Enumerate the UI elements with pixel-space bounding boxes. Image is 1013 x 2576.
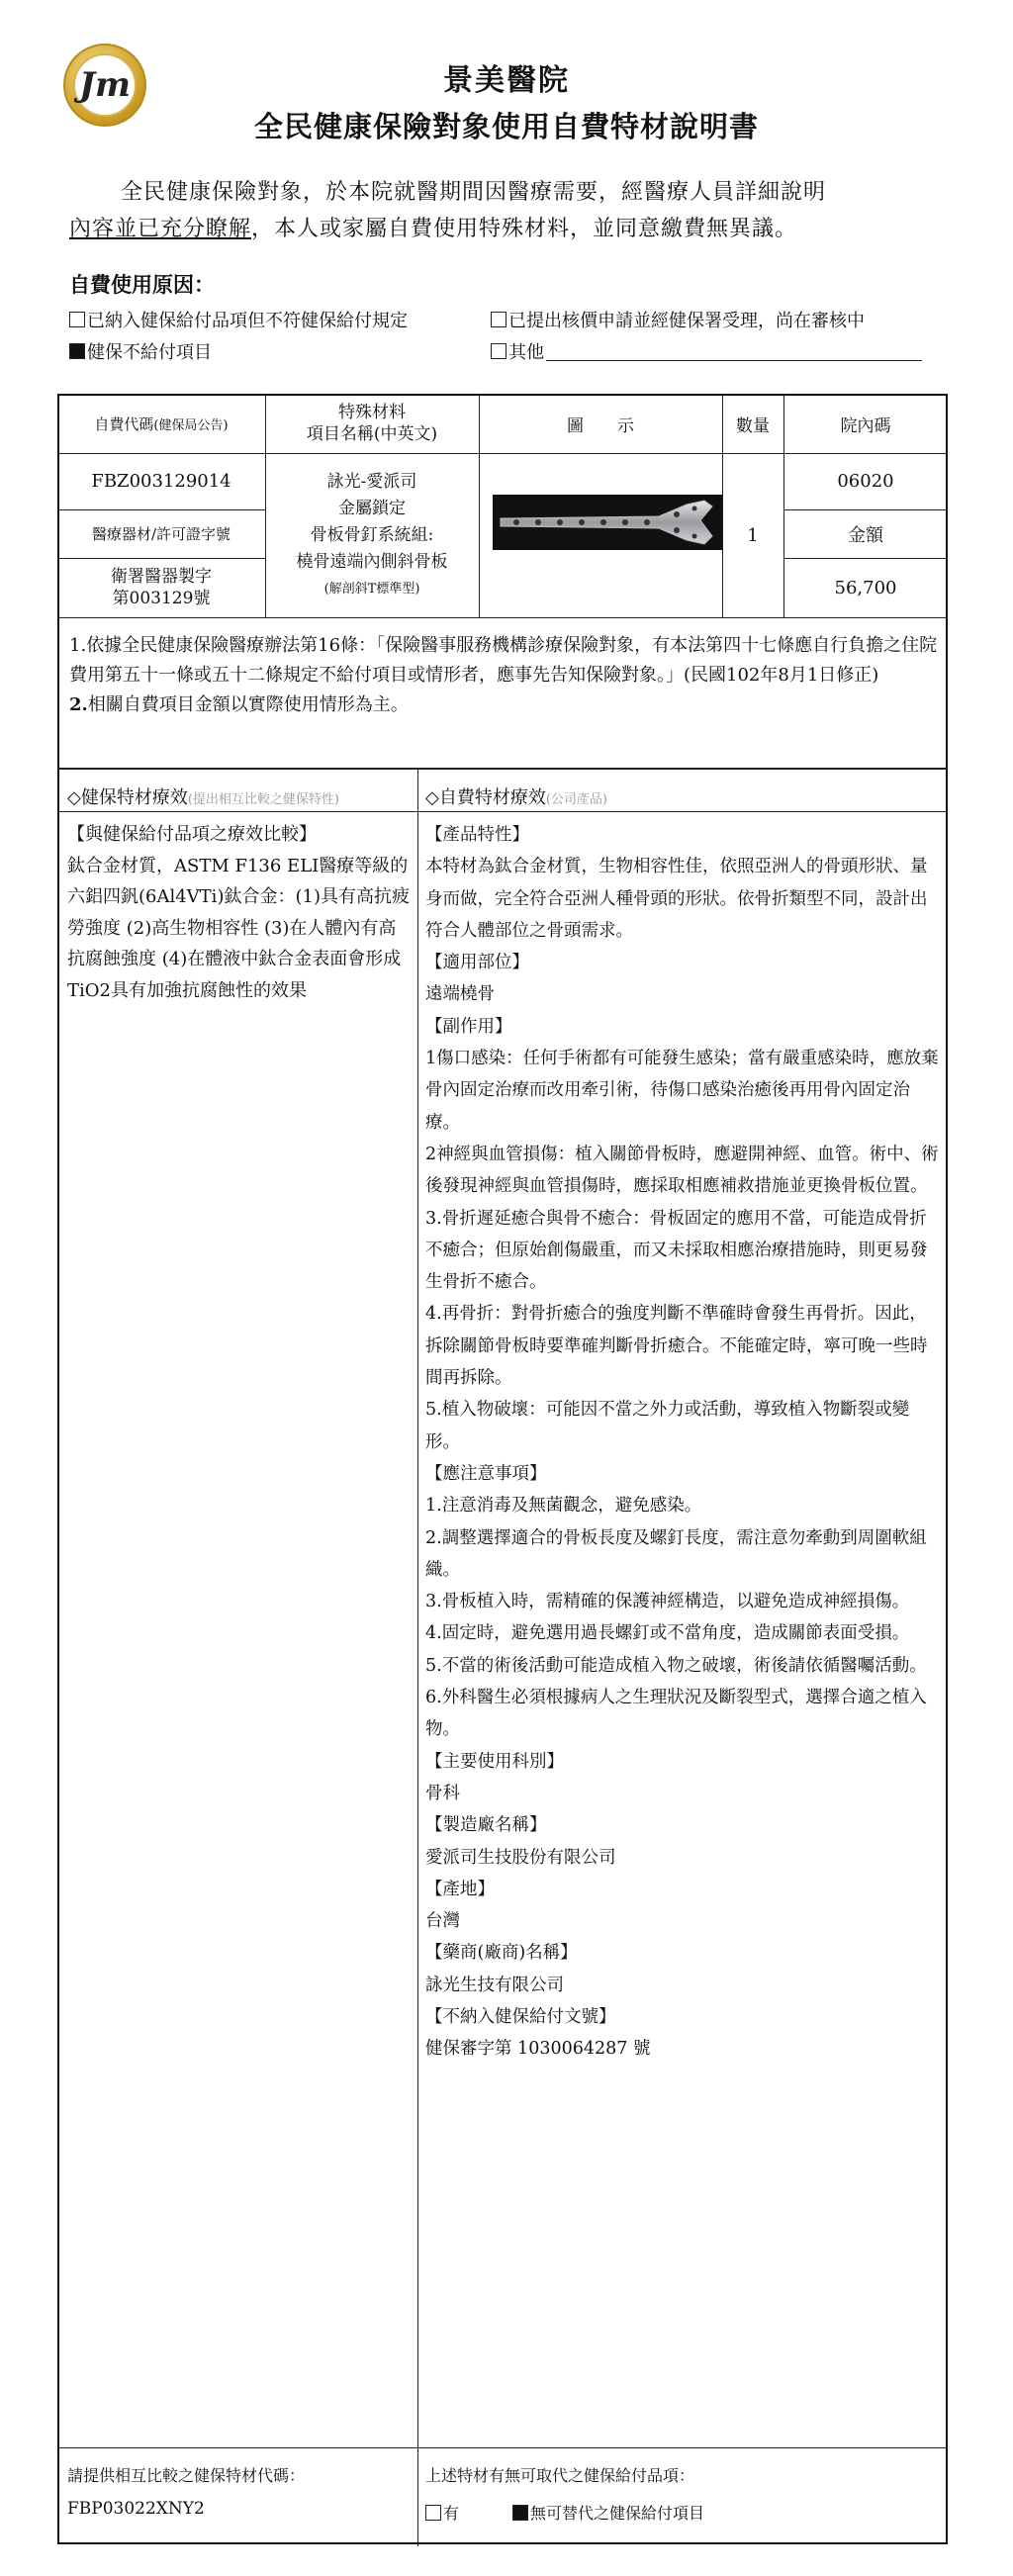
left-subheading: 【與健保給付品項之療效比較】 [67,824,317,845]
left-body: 鈦合金材質，ASTM F136 ELI醫療等級的六鋁四釩(6Al4VTi)鈦合金：(1)具有高抗疲勞強度 (2)高生物相容性 (3)在人體內有高抗腐蝕強度 (4)在體液中鈦合金表面會形成TiO2具有加強抗腐蝕性的效果 [67,855,410,1001]
nhi-efficacy-column [67,819,414,1006]
section-body: 台灣 [425,1911,460,1932]
document-title: 全民健康保險對象使用自費特材說明書 [253,110,759,143]
section-item: 1.注意消毒及無菌觀念，避免感染。 [425,1496,702,1517]
section-item: 3.骨折遲延癒合與骨不癒合：骨板固定的應用不當，可能造成骨折不癒合；但原始創傷嚴重，而又未採取相應治療措施時，則更易發生骨折不癒合。 [425,1208,928,1293]
note-2: 2.相關自費項目金額以實際使用情形為主。 [69,694,409,715]
license-label: 醫療器材/許可證字號 [91,525,231,543]
intro-underlined: 內容並已充分瞭解 [69,217,252,241]
internal-code-value: 06020 [837,471,894,492]
quantity-value: 1 [747,524,759,546]
section-body: 遠端橈骨 [425,984,495,1005]
reason-option-4[interactable]: 其他 [491,338,922,364]
divider [57,617,948,618]
checkbox[interactable] [69,312,85,327]
section-title: 【產地】 [425,1879,495,1899]
right-heading: ◇自費特材療效(公司產品) [425,787,607,808]
divider [57,811,948,812]
section-title: 【產品特性】 [425,825,529,845]
section-title: 【不納入健保給付文號】 [425,2006,616,2027]
section-body: 本特材為鈦合金材質，生物相容性佳，依照亞洲人的骨頭形狀、量身而做，完全符合亞洲人種骨頭的形狀。依骨折類型不同，設計出符合人體部位之骨頭需求。 [425,857,928,941]
divider [57,768,948,770]
notes [69,631,940,720]
section-item: 6.外科醫生必須根據病人之生理狀況及斷裂型式，選擇合適之植入物。 [425,1688,927,1740]
header-item-name: 特殊材料 項目名稱(中英文) [306,403,438,444]
amount-label: 金額 [848,524,883,546]
section-body: 詠光生技有限公司 [425,1975,564,1995]
header-quantity: 數量 [736,415,770,436]
replace-option-yes[interactable]: 有 [425,2501,459,2524]
section-body: 健保審字第 1030064287 號 [425,2039,651,2060]
compare-code-value: FBP03022XNY2 [67,2499,205,2519]
amount-value: 56,700 [834,577,897,598]
section-item: 4.固定時，避免選用過長螺釘或不當角度，造成關節表面受損。 [425,1623,910,1644]
section-body: 骨科 [425,1783,460,1803]
bone-plate-image [493,495,722,550]
checkbox-checked[interactable] [512,2505,528,2521]
section-title: 【應注意事項】 [425,1463,547,1484]
divider [57,2447,948,2448]
section-title: 【藥商(廠商)名稱】 [425,1943,578,1964]
section-item: 2神經與血管損傷：植入關節骨板時，應避開神經、血管。術中、術後發現神經與血管損傷時，應採取相應補救措施並更換骨板位置。 [425,1144,939,1197]
reason-option-1[interactable]: 已納入健保給付品項但不符健保給付規定 [69,307,408,332]
intro-statement [69,174,940,247]
section-title: 【製造廠名稱】 [425,1815,547,1836]
note-1: 1.依據全民健康保險醫療辦法第16條：「保險醫事服務機構診療保險對象，有本法第四十七條應自行負擔之住院費用第五十一條或五十二條規定不給付項目或情形者，應事先告知保險對象。」(民國102年8月1日修正) [69,635,938,686]
reason-option-2[interactable]: 已提出核價申請並經健保署受理，尚在審核中 [491,307,865,332]
intro-line2: ，本人或家屬自費使用特殊材料，並同意繳費無異議。 [251,217,798,241]
replaceable-label: 上述特材有無可取代之健保給付品項： [425,2466,695,2485]
section-title: 【副作用】 [425,1016,512,1037]
section-item: 5.不當的術後活動可能造成植入物之破壞，術後請依循醫囑活動。 [425,1655,927,1676]
section-body: 愛派司生技股份有限公司 [425,1847,616,1868]
self-pay-efficacy-column [425,819,940,2066]
section-item: 1傷口感染：任何手術都有可能發生感染；當有嚴重感染時，應放棄骨內固定治療而改用牽引術，待傷口感染治癒後再用骨內固定治療。 [425,1049,939,1133]
other-blank-line[interactable] [546,342,922,361]
replace-option-no[interactable]: 無可替代之健保給付項目 [512,2501,704,2524]
section-item: 2.調整選擇適合的骨板長度及螺釘長度，需注意勿牽動到周圍軟組織。 [425,1527,927,1580]
header-internal-code: 院內碼 [840,415,891,436]
section-item: 4.再骨折：對骨折癒合的強度判斷不準確時會發生再骨折。因此，拆除關節骨板時要準確判斷骨折癒合。不能確定時，寧可晚一些時間再拆除。 [425,1304,928,1389]
header-image: 圖 示 [567,415,634,436]
compare-code-label: 請提供相互比較之健保特材代碼： [67,2466,306,2485]
left-heading: ◇健保特材療效(提出相互比較之健保特性) [67,787,339,808]
section-title: 【適用部位】 [425,953,529,973]
section-item: 3.骨板植入時，需精確的保護神經構造，以避免造成神經損傷。 [425,1592,910,1612]
checkbox[interactable] [491,343,506,359]
reason-option-3[interactable]: 健保不給付項目 [69,338,212,364]
item-name: 詠光-愛派司 金屬鎖定 骨板骨釘系統組: 橈骨遠端內側斜骨板 (解剖斜T標準型) [296,471,448,597]
checkbox-checked[interactable] [69,343,85,359]
logo-monogram: Jm [73,53,137,117]
intro-line1: 全民健康保險對象，於本院就醫期間因醫療需要，經醫療人員詳細說明 [121,180,827,205]
divider [417,768,418,2546]
section-title: 【主要使用科別】 [425,1751,564,1772]
license-value: 衛署醫器製字 第003129號 [111,567,212,608]
section-item: 5.植入物破壞：可能因不當之外力或活動，導致植入物斷裂或變形。 [425,1400,910,1452]
header-fee-code: 自費代碼(健保局公告) [94,414,229,433]
fee-code-value: FBZ003129014 [91,471,231,492]
checkbox[interactable] [425,2505,441,2521]
checkbox[interactable] [491,312,506,327]
reason-heading: 自費使用原因： [69,272,215,297]
hospital-name: 景美醫院 [443,63,570,98]
bone-plate-drawing [493,495,722,550]
